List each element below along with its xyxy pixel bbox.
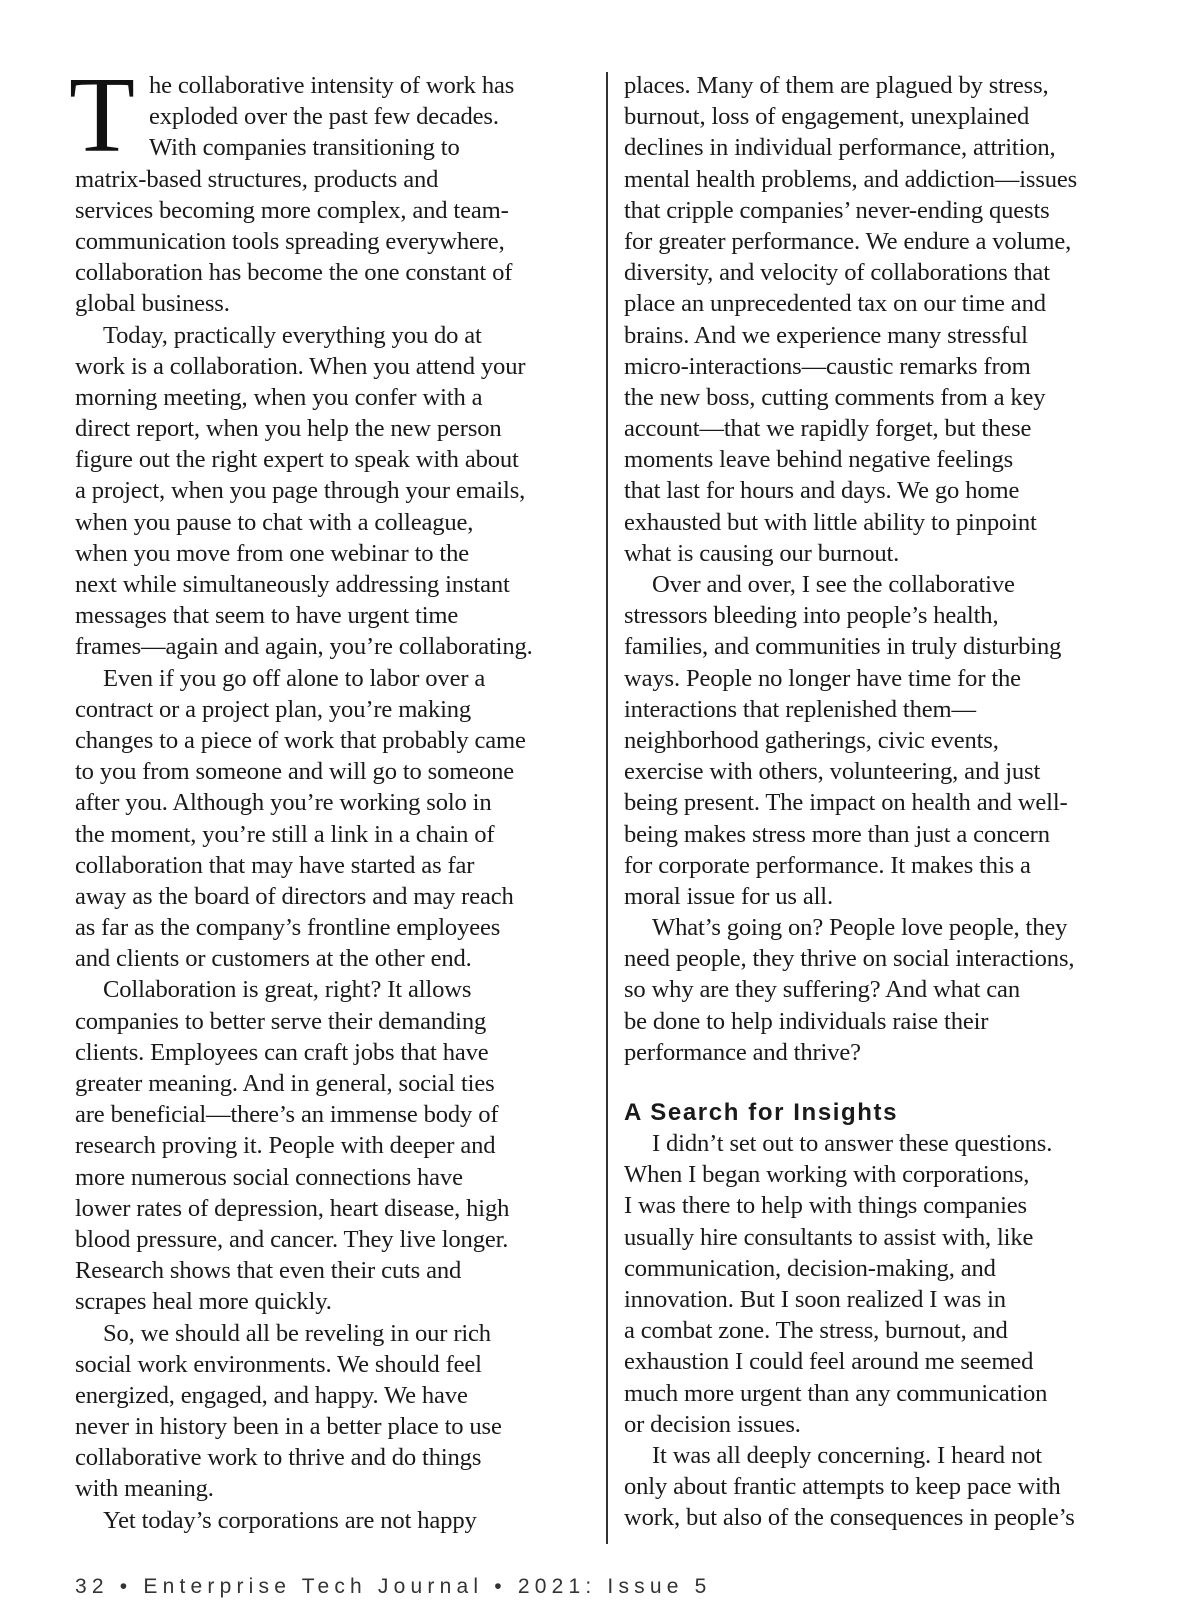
text-line: morning meeting, when you confer with a [75, 383, 483, 411]
text-line: ways. People no longer have time for the [624, 664, 1021, 692]
text-line: only about frantic attempts to keep pace with [624, 1473, 1061, 1501]
right-column [624, 70, 1144, 1533]
paragraph-10 [624, 1440, 1144, 1534]
text-line: more numerous social connections have [75, 1163, 463, 1191]
text-line: and clients or customers at the other end. [75, 945, 472, 973]
text-line: So, we should all be reveling in our rich [103, 1319, 491, 1347]
text-line: Collaboration is great, right? It allows [103, 976, 472, 1004]
text-line: When I began working with corporations, [624, 1161, 1030, 1189]
text-line: a project, when you page through your emails, [75, 477, 526, 505]
text-line: moral issue for us all. [624, 882, 833, 910]
text-line: with meaning. [75, 1475, 214, 1503]
text-line: work, but also of the consequences in people’s [624, 1504, 1075, 1532]
text-line: figure out the right expert to speak with about [75, 446, 519, 474]
text-line: families, and communities in truly disturbing [624, 633, 1062, 661]
text-line: blood pressure, and cancer. They live longer. [75, 1225, 509, 1253]
text-line: when you move from one webinar to the [75, 539, 469, 567]
text-line: diversity, and velocity of collaborations that [624, 259, 1050, 287]
paragraph-3 [75, 663, 593, 975]
paragraph-6 [75, 1505, 593, 1536]
paragraph-6-continued [624, 70, 1144, 569]
text-line: clients. Employees can craft jobs that have [75, 1038, 489, 1066]
text-line: Yet today’s corporations are not happy [103, 1506, 477, 1534]
text-line: direct report, when you help the new person [75, 415, 502, 443]
text-line: Over and over, I see the collaborative [652, 571, 1015, 598]
text-line: energized, engaged, and happy. We have [75, 1381, 468, 1409]
text-line: being makes stress more than just a concern [624, 820, 1050, 848]
text-line: declines in individual performance, attrition, [624, 134, 1056, 162]
text-line: next while simultaneously addressing instant [75, 571, 510, 598]
column-divider [606, 72, 608, 1544]
text-line: are beneficial—there’s an immense body of [75, 1101, 499, 1129]
text-line: after you. Although you’re working solo in [75, 789, 492, 817]
text-line: lower rates of depression, heart disease, high [75, 1194, 510, 1222]
text-line: greater meaning. And in general, social ties [75, 1070, 495, 1097]
text-line: when you pause to chat with a colleague, [75, 508, 474, 536]
text-line: collaborative work to thrive and do things [75, 1444, 482, 1472]
text-line: exhaustion I could feel around me seemed [624, 1348, 1034, 1376]
text-line: exercise with others, volunteering, and just [624, 758, 1041, 786]
page-footer: 32 • Enterprise Tech Journal • 2021: Issue 5 [75, 1575, 712, 1598]
text-line: collaboration has become the one constant of [75, 259, 513, 287]
text-line: the new boss, cutting comments from a key [624, 383, 1046, 411]
text-line: or decision issues. [624, 1410, 801, 1438]
paragraph-8 [624, 912, 1144, 1068]
text-line: work is a collaboration. When you attend your [75, 352, 526, 380]
section-gap [624, 1068, 1144, 1097]
paragraph-5 [75, 1318, 593, 1505]
text-line: companies to better serve their demanding [75, 1007, 487, 1035]
opening-lines [75, 70, 593, 164]
section-heading: A Search for Insights [624, 1099, 899, 1126]
text-line: a combat zone. The stress, burnout, and [624, 1317, 1008, 1345]
text-line: for greater performance. We endure a volume, [624, 227, 1072, 255]
text-line: global business. [75, 290, 230, 318]
drop-cap: T [69, 56, 135, 175]
text-line: communication tools spreading everywhere, [75, 227, 505, 255]
text-line: what is causing our burnout. [624, 539, 900, 567]
text-line: stressors bleeding into people’s health, [624, 602, 999, 630]
text-line: away as the board of directors and may reach [75, 882, 514, 910]
paragraph-9 [624, 1128, 1144, 1440]
text-line: burnout, loss of engagement, unexplained [624, 103, 1030, 131]
paragraph-4 [75, 974, 593, 1317]
text-line: collaboration that may have started as far [75, 851, 475, 879]
text-line: social work environments. We should feel [75, 1350, 482, 1378]
text-line: he collaborative intensity of work has [149, 72, 515, 99]
text-line: contract or a project plan, you’re making [75, 695, 472, 723]
text-line: messages that seem to have urgent time [75, 602, 459, 630]
text-line: usually hire consultants to assist with, like [624, 1223, 1034, 1251]
text-line: so why are they suffering? And what can [624, 976, 1020, 1004]
text-line: the moment, you’re still a link in a chain of [75, 820, 495, 848]
text-line: With companies transitioning to [149, 134, 460, 162]
text-line: account—that we rapidly forget, but these [624, 415, 1032, 443]
text-line: changes to a piece of work that probably came [75, 726, 526, 754]
text-line: be done to help individuals raise their [624, 1007, 989, 1035]
text-line: that last for hours and days. We go home [624, 477, 1020, 505]
text-line: places. Many of them are plagued by stress, [624, 72, 1049, 99]
text-line: to you from someone and will go to someone [75, 758, 515, 786]
text-line: being present. The impact on health and well- [624, 789, 1068, 817]
text-line: I was there to help with things companies [624, 1192, 1027, 1220]
paragraph-2 [75, 320, 593, 663]
text-line: mental health problems, and addiction—issues [624, 165, 1078, 193]
text-line: Research shows that even their cuts and [75, 1257, 462, 1285]
text-line: Even if you go off alone to labor over a [103, 664, 486, 692]
text-line: What’s going on? People love people, they [652, 914, 1068, 942]
text-line: for corporate performance. It makes this a [624, 851, 1031, 879]
left-column [69, 56, 593, 1536]
text-line: services becoming more complex, and team- [75, 196, 509, 224]
text-line: matrix-based structures, products and [75, 165, 439, 193]
text-line: It was all deeply concerning. I heard not [652, 1441, 1042, 1469]
text-line: brains. And we experience many stressful [624, 321, 1028, 349]
text-line: performance and thrive? [624, 1038, 861, 1066]
text-line: I didn’t set out to answer these questions. [652, 1130, 1053, 1157]
text-line: micro-interactions—caustic remarks from [624, 352, 1031, 380]
text-line: that cripple companies’ never-ending quests [624, 196, 1050, 224]
paragraph-7 [624, 569, 1144, 912]
text-line: Today, practically everything you do at [103, 321, 482, 349]
text-line: moments leave behind negative feelings [624, 446, 1014, 474]
text-line: neighborhood gatherings, civic events, [624, 726, 999, 754]
text-line: scrapes heal more quickly. [75, 1288, 332, 1316]
text-line: research proving it. People with deeper and [75, 1132, 496, 1160]
text-line: innovation. But I soon realized I was in [624, 1285, 1006, 1313]
text-line: exploded over the past few decades. [149, 103, 499, 131]
text-line: exhausted but with little ability to pinpoint [624, 508, 1037, 536]
text-line: interactions that replenished them— [624, 695, 976, 723]
text-line: communication, decision-making, and [624, 1254, 996, 1282]
text-line: as far as the company’s frontline employees [75, 914, 501, 942]
paragraph-1 [75, 164, 593, 320]
text-line: frames—again and again, you’re collaborating. [75, 633, 533, 661]
text-line: much more urgent than any communication [624, 1379, 1048, 1407]
text-line: never in history been in a better place to use [75, 1413, 502, 1441]
text-line: place an unprecedented tax on our time and [624, 290, 1046, 318]
text-line: need people, they thrive on social interactions, [624, 945, 1075, 973]
